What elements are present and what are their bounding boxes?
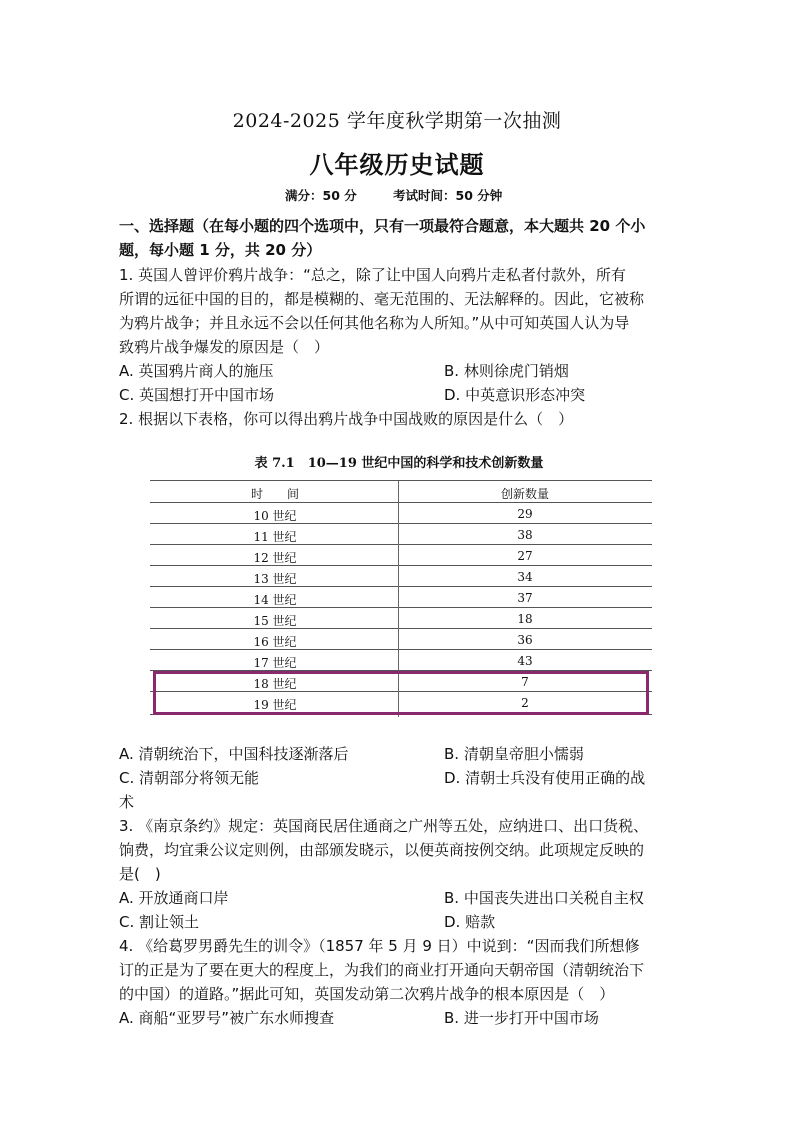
question-2-option-d: D. 清朝士兵没有使用正确的战	[444, 769, 646, 787]
table-cell-century: 15 世纪	[253, 614, 297, 628]
exam-title: 2024-2025 学年度秋学期第一次抽测	[232, 110, 562, 132]
table-header-count: 创新数量	[500, 487, 549, 501]
question-2-line: 2. 根据以下表格，你可以得出鸦片战争中国战败的原因是什么（ ）	[119, 410, 574, 428]
table-cell-count: 43	[517, 654, 533, 668]
question-4-line: 订的正是为了要在更大的程度上，为我们的商业打开通向天朝帝国（清朝统治下	[119, 961, 645, 979]
question-2-option-b: B. 清朝皇帝胆小懦弱	[444, 745, 584, 763]
question-4-line: 的中国）的道路。”据此可知，英国发动第二次鸦片战争的根本原因是（ ）	[119, 985, 615, 1003]
innovation-table	[145, 452, 653, 722]
table-cell-count: 36	[517, 633, 533, 647]
section-heading-line1: 一、选择题（在每小题的四个选项中，只有一项最符合题意，本大题共 20 个小	[119, 217, 646, 235]
question-3-line: 3. 《南京条约》规定：英国商民居住通商之广州等五处，应纳进口、出口货税、	[119, 817, 649, 835]
table-cell-count: 38	[517, 528, 533, 542]
question-3-option-b: B. 中国丧失进出口关税自主权	[444, 889, 644, 907]
question-3-option-a: A. 开放通商口岸	[119, 889, 229, 907]
table-title: 表 7.1 10—19 世纪中国的科学和技术创新数量	[254, 456, 544, 471]
question-1-line: 致鸦片战争爆发的原因是（ ）	[119, 338, 330, 356]
question-4-line: 4. 《给葛罗男爵先生的训令》（1857 年 5 月 9 日）中说到：“因而我们所想修	[119, 937, 640, 955]
question-3-line: 饷费，均宜秉公议定则例，由部颁发晓示，以便英商按例交纳。此项规定反映的	[119, 841, 645, 859]
question-2-option-a: A. 清朝统治下，中国科技逐渐落后	[119, 745, 349, 763]
question-4-option-a: A. 商船“亚罗号”被广东水师搜查	[119, 1009, 335, 1027]
table-cell-century: 13 世纪	[253, 572, 297, 586]
question-4-option-b: B. 进一步打开中国市场	[444, 1009, 599, 1027]
question-1-line: 1. 英国人曾评价鸦片战争：“总之，除了让中国人向鸦片走私者付款外，所有	[119, 266, 626, 284]
question-1-line: 为鸦片战争；并且永远不会以任何其他名称为人所知。”从中可知英国人认为导	[119, 314, 630, 332]
exam-time: 考试时间：50 分钟	[393, 188, 503, 203]
table-cell-count: 27	[517, 549, 533, 563]
table-cell-century: 10 世纪	[253, 509, 297, 523]
table-cell-century: 18 世纪	[253, 677, 297, 691]
section-heading-line2: 题，每小题 1 分，共 20 分）	[119, 241, 322, 259]
table-cell-count: 2	[521, 696, 529, 710]
table-cell-count: 37	[517, 591, 533, 605]
table-rule	[150, 502, 652, 503]
question-3-option-c: C. 割让领土	[119, 913, 200, 931]
table-cell-century: 14 世纪	[253, 593, 297, 607]
question-1-option-c: C. 英国想打开中国市场	[119, 386, 275, 404]
table-cell-century: 19 世纪	[253, 698, 297, 712]
question-1-option-b: B. 林则徐虎门销烟	[444, 362, 569, 380]
question-2-option-d-wrap: 术	[119, 793, 135, 811]
question-3-option-d: D. 赔款	[444, 913, 496, 931]
question-1-option-d: D. 中英意识形态冲突	[444, 386, 586, 404]
highlight-box	[153, 671, 649, 715]
table-cell-count: 29	[517, 507, 533, 521]
table-cell-count: 7	[521, 675, 529, 689]
question-1-line: 所谓的远征中国的目的，都是模糊的、毫无范围的、无法解释的。因此，它被称	[119, 290, 645, 308]
question-3-line: 是( )	[119, 865, 161, 883]
table-cell-century: 16 世纪	[253, 635, 297, 649]
question-1-option-a: A. 英国鸦片商人的施压	[119, 362, 274, 380]
table-cell-century: 12 世纪	[253, 551, 297, 565]
subject-title: 八年级历史试题	[309, 150, 485, 179]
full-score: 满分：50 分	[285, 188, 357, 203]
table-cell-count: 18	[517, 612, 533, 626]
table-header-time: 时 间	[250, 487, 299, 501]
question-2-option-c: C. 清朝部分将领无能	[119, 769, 260, 787]
table-rule	[150, 480, 652, 481]
table-cell-century: 11 世纪	[253, 530, 297, 544]
table-cell-count: 34	[517, 570, 533, 584]
table-cell-century: 17 世纪	[253, 656, 297, 670]
